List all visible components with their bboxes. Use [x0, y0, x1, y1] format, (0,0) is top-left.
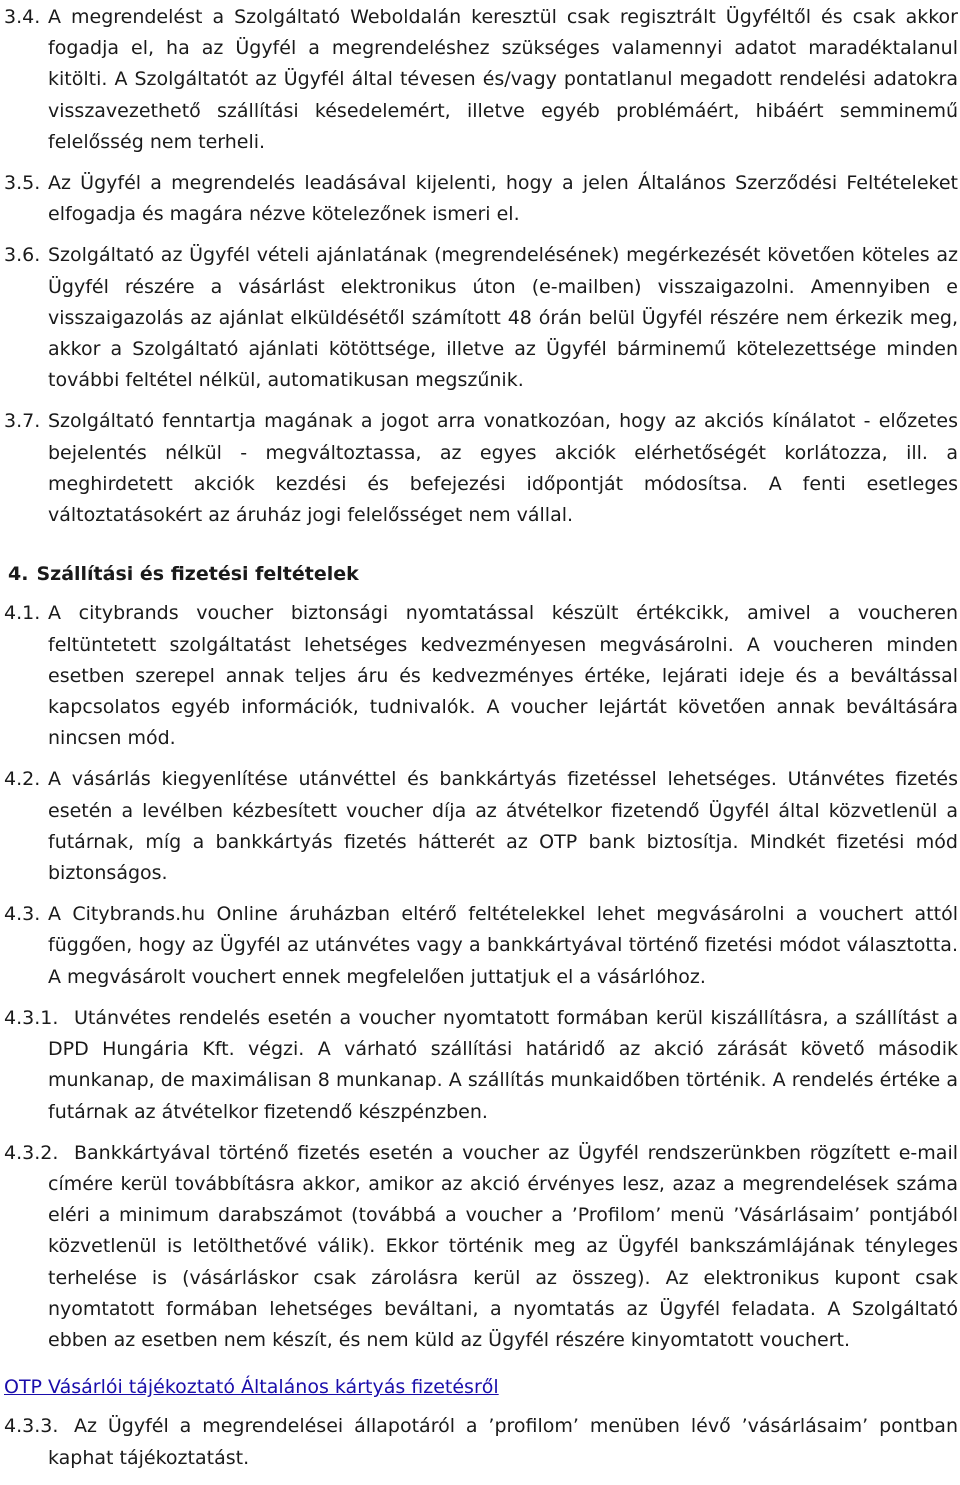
paragraph-number: 4.3.1.	[4, 1006, 59, 1029]
heading-number: 4.	[8, 563, 29, 586]
paragraph-4-3-1	[4, 1003, 958, 1128]
paragraph-3-5	[4, 168, 958, 230]
paragraph-text: A Citybrands.hu Online áruházban eltérő feltételekkel lehet megvásárolni a vouchert attól függően, hogy az Ügyfél az utánvétes vagy a bankkártyával történő fizetési módot választotta. A megvásárolt vouchert ennek megfelelően juttatjuk el a vásárlóhoz.	[48, 903, 958, 988]
paragraph-text: A vásárlás kiegyenlítése utánvéttel és bankkártyás fizetéssel lehetséges. Utánvétes fizetés esetén a levélben kézbesített voucher díja az átvételkor fizetendő Ügyfél által közvetlenül a futárnak, míg a bankkártyás fizetés hátterét az OTP bank biztosítja. Mindkét fizetési mód biztonságos.	[48, 768, 958, 885]
paragraph-text: Szolgáltató az Ügyfél vételi ajánlatának (megrendelésének) megérkezését követően köteles az Ügyfél részére a vásárlást elektronikus úton (e-mailben) visszaigazolni. Amennyiben e visszaigazolás az ajánlat elküldésétől számított 48 órán belül Ügyfél részére nem érkezik meg, akkor a Szolgáltató ajánlati kötöttsége, illetve az Ügyfél bárminemű kötelezettsége minden további feltétel nélkül, automatikusan megszűnik.	[48, 244, 958, 392]
paragraph-4-3	[4, 899, 958, 993]
paragraph-3-6	[4, 240, 958, 396]
paragraph-text: A megrendelést a Szolgáltató Weboldalán keresztül csak regisztrált Ügyféltől és csak akkor fogadja el, ha az Ügyfél a megrendeléshez szükséges valamennyi adatot maradéktalanul kitölti. A Szolgáltatót az Ügyfél által tévesen és/vagy pontatlanul megadott rendelési adatokra visszavezethető szállítási késedelemért, illetve egyéb problémáért, hibáért semminemű felelősség nem terheli.	[48, 6, 958, 153]
paragraph-4-2	[4, 764, 958, 889]
paragraph-text: Az Ügyfél a megrendelés leadásával kijelenti, hogy a jelen Általános Szerződési Feltételeket elfogadja és magára nézve kötelezőnek ismeri el.	[48, 172, 958, 226]
heading-title: Szállítási és fizetési feltételek	[36, 563, 359, 586]
paragraph-number: 3.6.	[4, 244, 41, 267]
paragraph-4-3-3	[4, 1411, 958, 1473]
paragraph-number: 3.5.	[4, 172, 41, 195]
paragraph-text: Utánvétes rendelés esetén a voucher nyomtatott formában kerül kiszállításra, a szállítást a DPD Hungária Kft. végzi. A várható szállítási határidő az akció zárását követő második munkanap, de maximálisan 8 munkanap. A szállítás munkaidőben történik. A rendelés értéke a futárnak az átvételkor fizetendő készpénzben.	[48, 1006, 958, 1123]
paragraph-number: 4.3.	[4, 903, 41, 926]
paragraph-number: 4.3.2.	[4, 1141, 59, 1164]
paragraph-number: 4.3.3.	[4, 1415, 59, 1438]
paragraph-number: 3.7.	[4, 410, 41, 433]
paragraph-number: 4.1.	[4, 602, 41, 625]
otp-info-link[interactable]: OTP Vásárlói tájékoztató Általános kártyás fizetésről	[4, 1376, 499, 1399]
paragraph-text: A citybrands voucher biztonsági nyomtatással készült értékcikk, amivel a voucheren feltüntetett szolgáltatást lehetséges kedvezményesen megvásárolni. A voucheren minden esetben szerepel annak teljes áru és kedvezményes értéke, lejárati ideje és a beváltással kapcsolatos egyéb információk, tudnivalók. A voucher lejártát követően annak beváltására nincsen mód.	[48, 602, 958, 750]
paragraph-number: 4.2.	[4, 768, 41, 791]
paragraph-text: Szolgáltató fenntartja magának a jogot arra vonatkozóan, hogy az akciós kínálatot - előzetes bejelentés nélkül - megváltoztassa, az egyes akciók elérhetőségét korlátozza, ill. a meghirdetett akciók kezdési és befejezési időpontját módosítsa. A fenti esetleges változtatásokért az áruház jogi felelősséget nem vállal.	[48, 410, 958, 527]
paragraph-number: 3.4.	[4, 6, 41, 28]
paragraph-text: Az Ügyfél a megrendelései állapotáról a ’profilom’ menüben lévő ’vásárlásaim’ pontban kaphat tájékoztatást.	[48, 1415, 958, 1469]
paragraph-text: Bankkártyával történő fizetés esetén a voucher az Ügyfél rendszerünkben rögzített e-mail címére kerül továbbításra akkor, amikor az akció érvényes lesz, azaz a megrendelések száma eléri a minimum darabszámot (továbbá a voucher a ’Profilom’ menü ’Vásárlásaim’ pontjából közvetlenül is letölthetővé válik). Ekkor történik meg az Ügyfél bankszámlájának tényleges terhelése is (vásárláskor csak zárolásra kerül az összeg). Az elektronikus kupont csak nyomtatott formában lehetséges beváltani, a nyomtatás az Ügyfél feladata. A Szolgáltató ebben az esetben nem készít, és nem küld az Ügyfél részére kinyomtatott vouchert.	[48, 1141, 958, 1351]
section-heading	[8, 559, 958, 590]
paragraph-4-1	[4, 598, 958, 754]
paragraph-3-7	[4, 406, 958, 531]
paragraph-3-4	[4, 2, 958, 158]
paragraph-4-3-2	[4, 1138, 958, 1356]
